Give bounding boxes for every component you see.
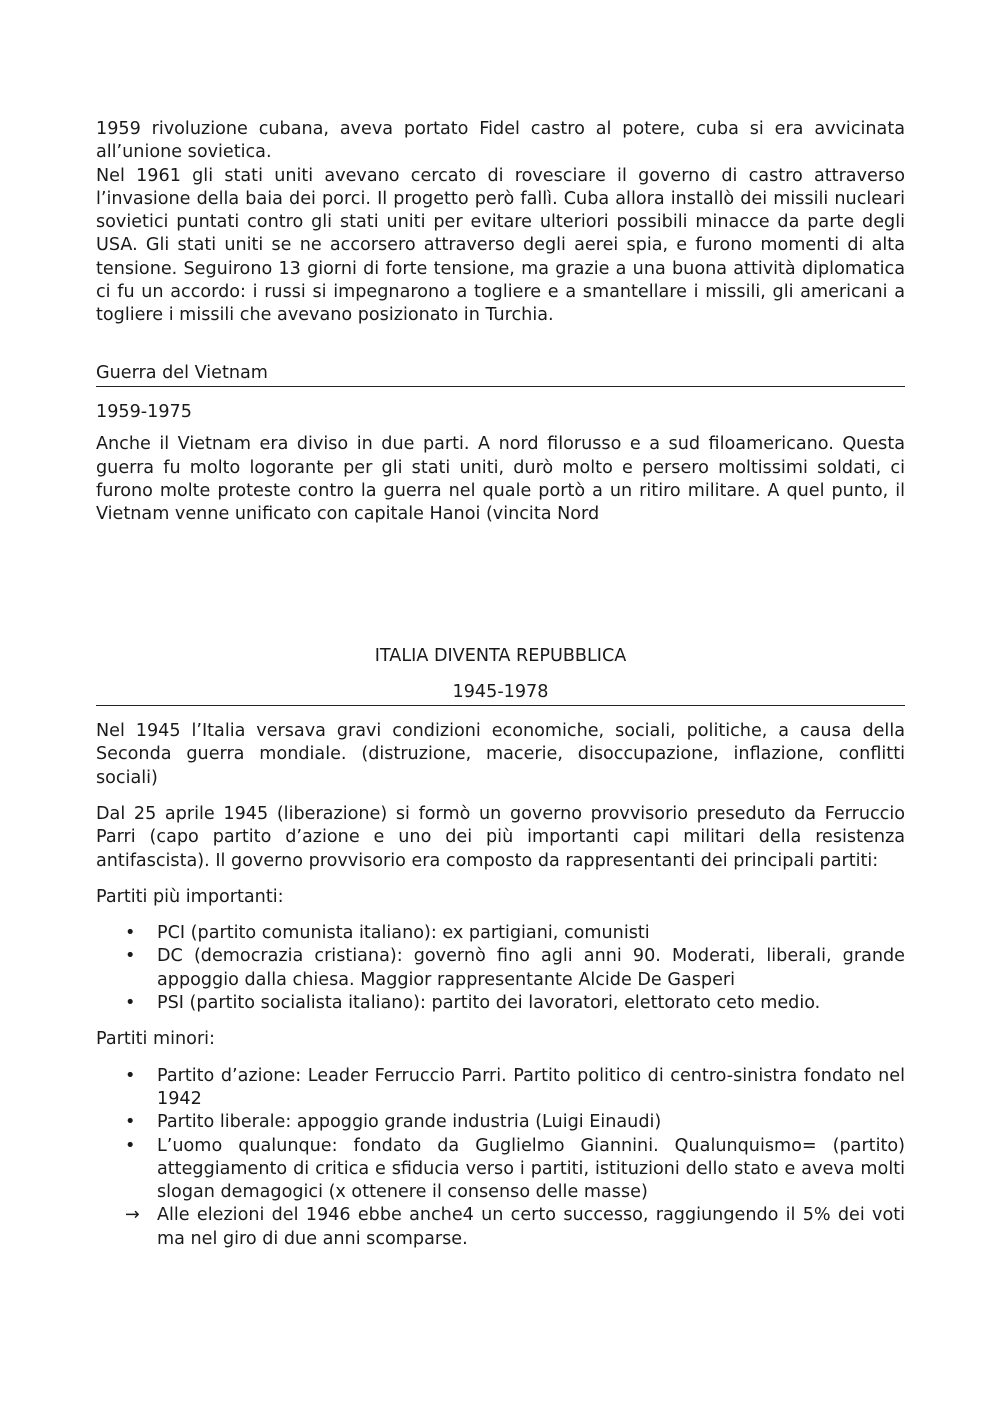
list-item-text: PCI (partito comunista italiano): ex partigiani, comunisti <box>157 923 650 944</box>
list-item <box>96 922 905 945</box>
list-item-text: L’uomo qualunque: fondato da Guglielmo Giannini. Qualunquismo= (partito) atteggiamento di critica e sfiducia verso i partiti, istituzioni dello stato e aveva molti slogan demagogici (x ottenere il consenso delle masse) <box>157 1135 905 1203</box>
italia-title: ITALIA DIVENTA REPUBBLICA <box>374 646 627 667</box>
bullet-icon: • <box>125 1112 136 1133</box>
cuba-paragraph-2: Nel 1961 gli stati uniti avevano cercato di rovesciare il governo di castro attraverso l’invasione della baia dei porci. Il progetto però fallì. Cuba allora installò dei missili nucleari sovietici puntati contro gli stati uniti per evitare ulteriori possibili minacce da parte degli USA. Gli stati uniti se ne accorsero attraverso degli aerei spia, e furono momenti di alta tensione. Seguirono 13 giorni di forte tensione, ma grazie a una buona attività diplomatica ci fu un accordo: i russi si impegnarono a togliere e a smantellare i missili, gli americani a togliere i missili che avevano posizionato in Turchia. <box>96 165 905 326</box>
list-item-text: PSI (partito socialista italiano): partito dei lavoratori, elettorato ceto medio. <box>157 993 821 1014</box>
italia-paragraph-1: Nel 1945 l’Italia versava gravi condizioni economiche, sociali, politiche, a causa della Seconda guerra mondiale. (distruzione, macerie, disoccupazione, inflazione, conflitti sociali) <box>96 721 905 788</box>
list-item <box>96 1111 905 1134</box>
vietnam-heading: Guerra del Vietnam <box>96 362 905 387</box>
minor-parties-label: Partiti minori: <box>96 1029 215 1050</box>
document-page <box>96 118 905 1251</box>
major-parties-list <box>96 922 905 1015</box>
list-item <box>96 1065 905 1112</box>
list-item <box>96 1135 905 1205</box>
bullet-icon: • <box>125 923 136 944</box>
cuba-paragraph-1: 1959 rivoluzione cubana, aveva portato Fidel castro al potere, cuba si era avvicinata all’unione sovietica. <box>96 119 905 163</box>
minor-parties-list <box>96 1065 905 1251</box>
italia-dates: 1945-1978 <box>96 681 905 706</box>
list-item <box>96 992 905 1015</box>
bullet-icon: • <box>125 946 136 967</box>
italia-paragraph-2: Dal 25 aprile 1945 (liberazione) si formò un governo provvisorio preseduto da Ferruccio Parri (capo partito d’azione e uno dei più importanti capi militari della resistenza antifascista). Il governo provvisorio era composto da rappresentanti dei principali partiti: <box>96 803 905 871</box>
bullet-icon: • <box>125 1135 136 1156</box>
list-item <box>96 945 905 992</box>
list-item-text: Partito d’azione: Leader Ferruccio Parri. Partito politico di centro-sinistra fondato nel 1942 <box>157 1065 905 1109</box>
arrow-right-icon: → <box>125 1205 140 1226</box>
bullet-icon: • <box>125 993 136 1014</box>
vietnam-paragraph: Anche il Vietnam era diviso in due parti. A nord filorusso e a sud filoamericano. Questa guerra fu molto logorante per gli stati uniti, durò molto e persero moltissimi soldati, ci furono molte proteste contro la guerra nel quale portò a un ritiro militare. A quel punto, il Vietnam venne unificato con capitale Hanoi (vincita Nord <box>96 434 905 525</box>
list-item <box>96 1204 905 1251</box>
vietnam-dates: 1959-1975 <box>96 401 192 422</box>
list-item-text: Alle elezioni del 1946 ebbe anche4 un certo successo, raggiungendo il 5% dei voti ma nel giro di due anni scomparse. <box>157 1205 905 1249</box>
list-item-text: DC (democrazia cristiana): governò fino agli anni 90. Moderati, liberali, grande appoggio dalla chiesa. Maggior rappresentante Alcide De Gasperi <box>157 946 905 990</box>
major-parties-label: Partiti più importanti: <box>96 886 284 907</box>
bullet-icon: • <box>125 1065 136 1086</box>
list-item-text: Partito liberale: appoggio grande industria (Luigi Einaudi) <box>157 1112 662 1133</box>
